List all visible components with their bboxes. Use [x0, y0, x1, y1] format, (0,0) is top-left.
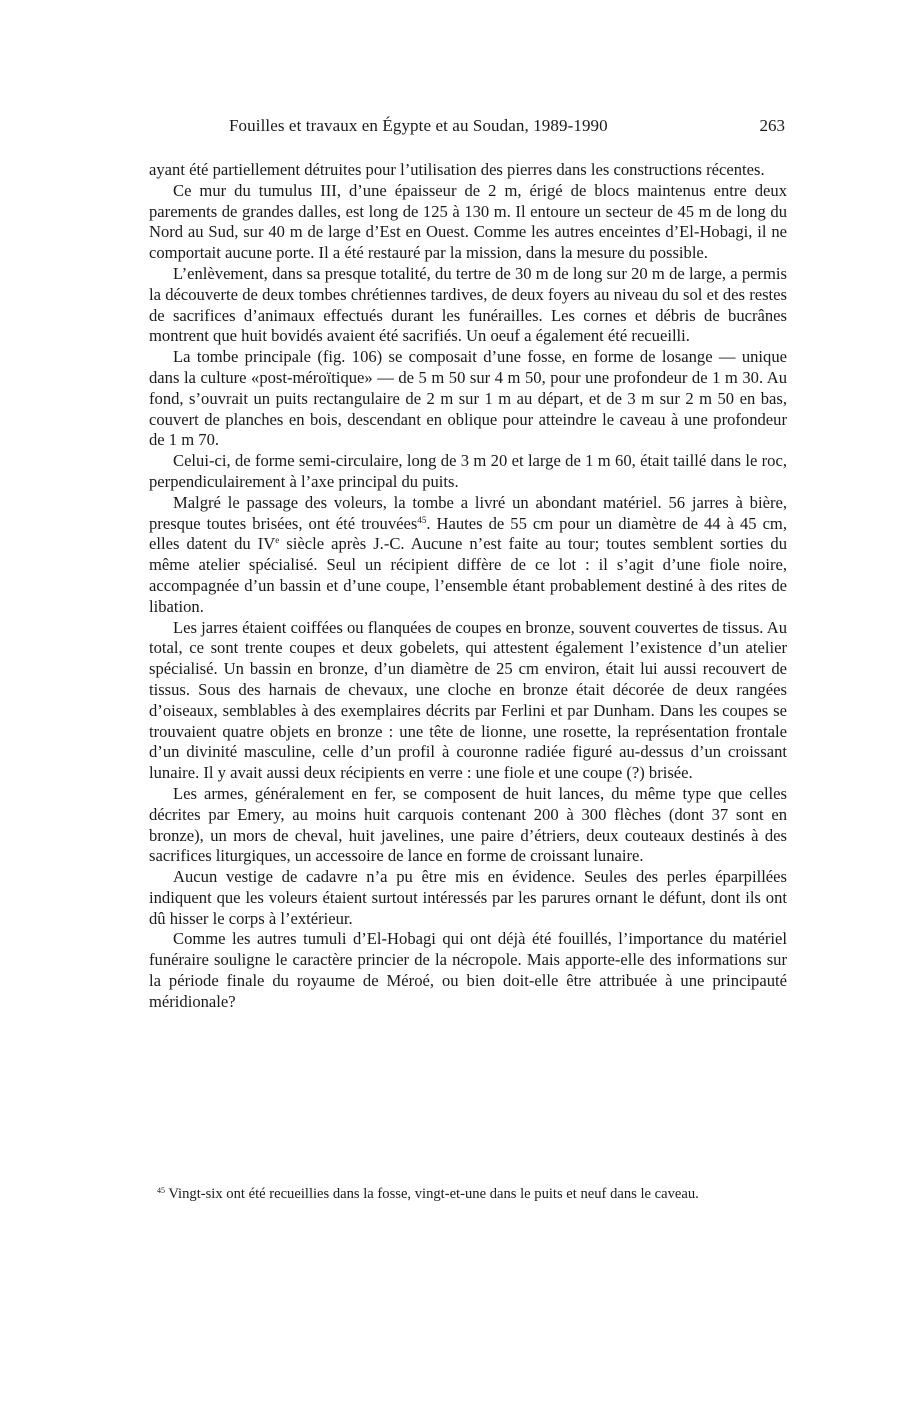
paragraph-6-part-1: Malgré le passage des voleurs, la tombe a livré un abondant matériel. 56 jarres à bière, presque toutes brisées, ont été trouvées [149, 492, 787, 533]
body-text [149, 160, 787, 1013]
paragraph-9: Aucun vestige de cadavre n’a pu être mis en évidence. Seules des perles éparpillées indiquent que les voleurs étaient surtout intéressés par les parures ornant le défunt, dont ils ont dû hisser le corps à l’extérieur. [149, 867, 787, 928]
footnote-text: Vingt-six ont été recueillies dans la fosse, vingt-et-une dans le puits et neuf dans le caveau. [165, 1186, 699, 1202]
paragraph-7: Les jarres étaient coiffées ou flanquées de coupes en bronze, souvent couvertes de tissus. Au total, ce sont trente coupes et deux gobelets, qui attestent également l’existence d’un atelier spécialisé. Un bassin en bronze, d’un diamètre de 25 cm environ, était lui aussi recouvert de tissus. Sous des harnais de chevaux, une cloche en bronze était décorée de deux rangées d’oiseaux, semblables à des exemplaires décrits par Ferlini et par Dunham. Dans les coupes se trouvaient quatre objets en bronze : une tête de lionne, une rosette, la représentation frontale d’un divinité masculine, celle d’un profil à couronne radiée figuré au-dessus d’un croissant lunaire. Il y avait aussi deux récipients en verre : une fiole et une coupe (?) brisée. [149, 617, 787, 783]
century-superscript: e [275, 535, 280, 546]
running-title: Fouilles et travaux en Égypte et au Soudan, 1989-1990 [229, 116, 608, 135]
paragraph-1: ayant été partiellement détruites pour l’utilisation des pierres dans les constructions récentes. [149, 160, 765, 179]
page-number: 263 [759, 116, 785, 135]
paragraph-8: Les armes, généralement en fer, se composent de huit lances, du même type que celles décrites par Emery, au moins huit carquois contenant 200 à 300 flèches (dont 37 sont en bronze), un mors de cheval, huit javelines, une paire d’étriers, deux couteaux destinés à des sacrifices liturgiques, un accessoire de lance en forme de croissant lunaire. [149, 783, 787, 866]
paragraph-10: Comme les autres tumuli d’El-Hobagi qui ont déjà été fouillés, l’importance du matériel funéraire souligne le caractère princier de la nécropole. Mais apporte-elle des informations sur la période finale du royaume de Méroé, ou bien doit-elle être attribuée à une principauté méridionale? [149, 929, 787, 1011]
paragraph-2: Ce mur du tumulus III, d’une épaisseur de 2 m, érigé de blocs maintenus entre deux parements de grandes dalles, est long de 125 à 130 m. Il entoure un secteur de 45 m de long du Nord au Sud, sur 40 m de large d’Est en Ouest. Comme les autres enceintes d’El-Hobagi, il ne comportait aucune porte. Il a été restauré par la mission, dans la mesure du possible. [149, 180, 787, 263]
footnote-45 [149, 1185, 787, 1204]
paragraph-6-part-3: siècle après J.-C. Aucune n’est faite au tour; toutes semblent sorties du même atelier spécialisé. Seul un récipient diffère de ce lot : il s’agit d’une fiole noire, accompagnée d’un bassin et d’une coupe, l’ensemble étant probablement destiné à des rites de libation. [149, 534, 787, 616]
paragraph-5: Celui-ci, de forme semi-circulaire, long de 3 m 20 et large de 1 m 60, était taillé dans le roc, perpendiculairement à l’axe principal du puits. [149, 451, 787, 491]
page-content [149, 116, 787, 1013]
paragraph-3: L’enlèvement, dans sa presque totalité, du tertre de 30 m de long sur 20 m de large, a permis la découverte de deux tombes chrétiennes tardives, de deux foyers au niveau du sol et des restes de sacrifices d’animaux effectués durant les funérailles. Les cornes et débris de bucrânes montrent que huit bovidés avaient été sacrifiés. Un oeuf a également été recueilli. [149, 263, 787, 346]
footnote-reference-45[interactable]: 45 [417, 514, 427, 525]
footnote-marker: 45 [157, 1186, 165, 1195]
paragraph-6 [149, 493, 787, 618]
paragraph-6-part-2: . Hautes de 55 cm pour un diamètre de 44 à 45 cm, elles datent du IV [149, 513, 787, 554]
paragraph-4: La tombe principale (fig. 106) se composait d’une fosse, en forme de losange — unique dans la culture «post-méroïtique» — de 5 m 50 sur 4 m 50, pour une profondeur de 1 m 30. Au fond, s’ouvrait un puits rectangulaire de 2 m sur 1 m au départ, et de 3 m sur 2 m 50 en bas, couvert de planches en bois, descendant en oblique pour atteindre le caveau à une profondeur de 1 m 70. [149, 347, 787, 450]
running-header [149, 116, 787, 144]
